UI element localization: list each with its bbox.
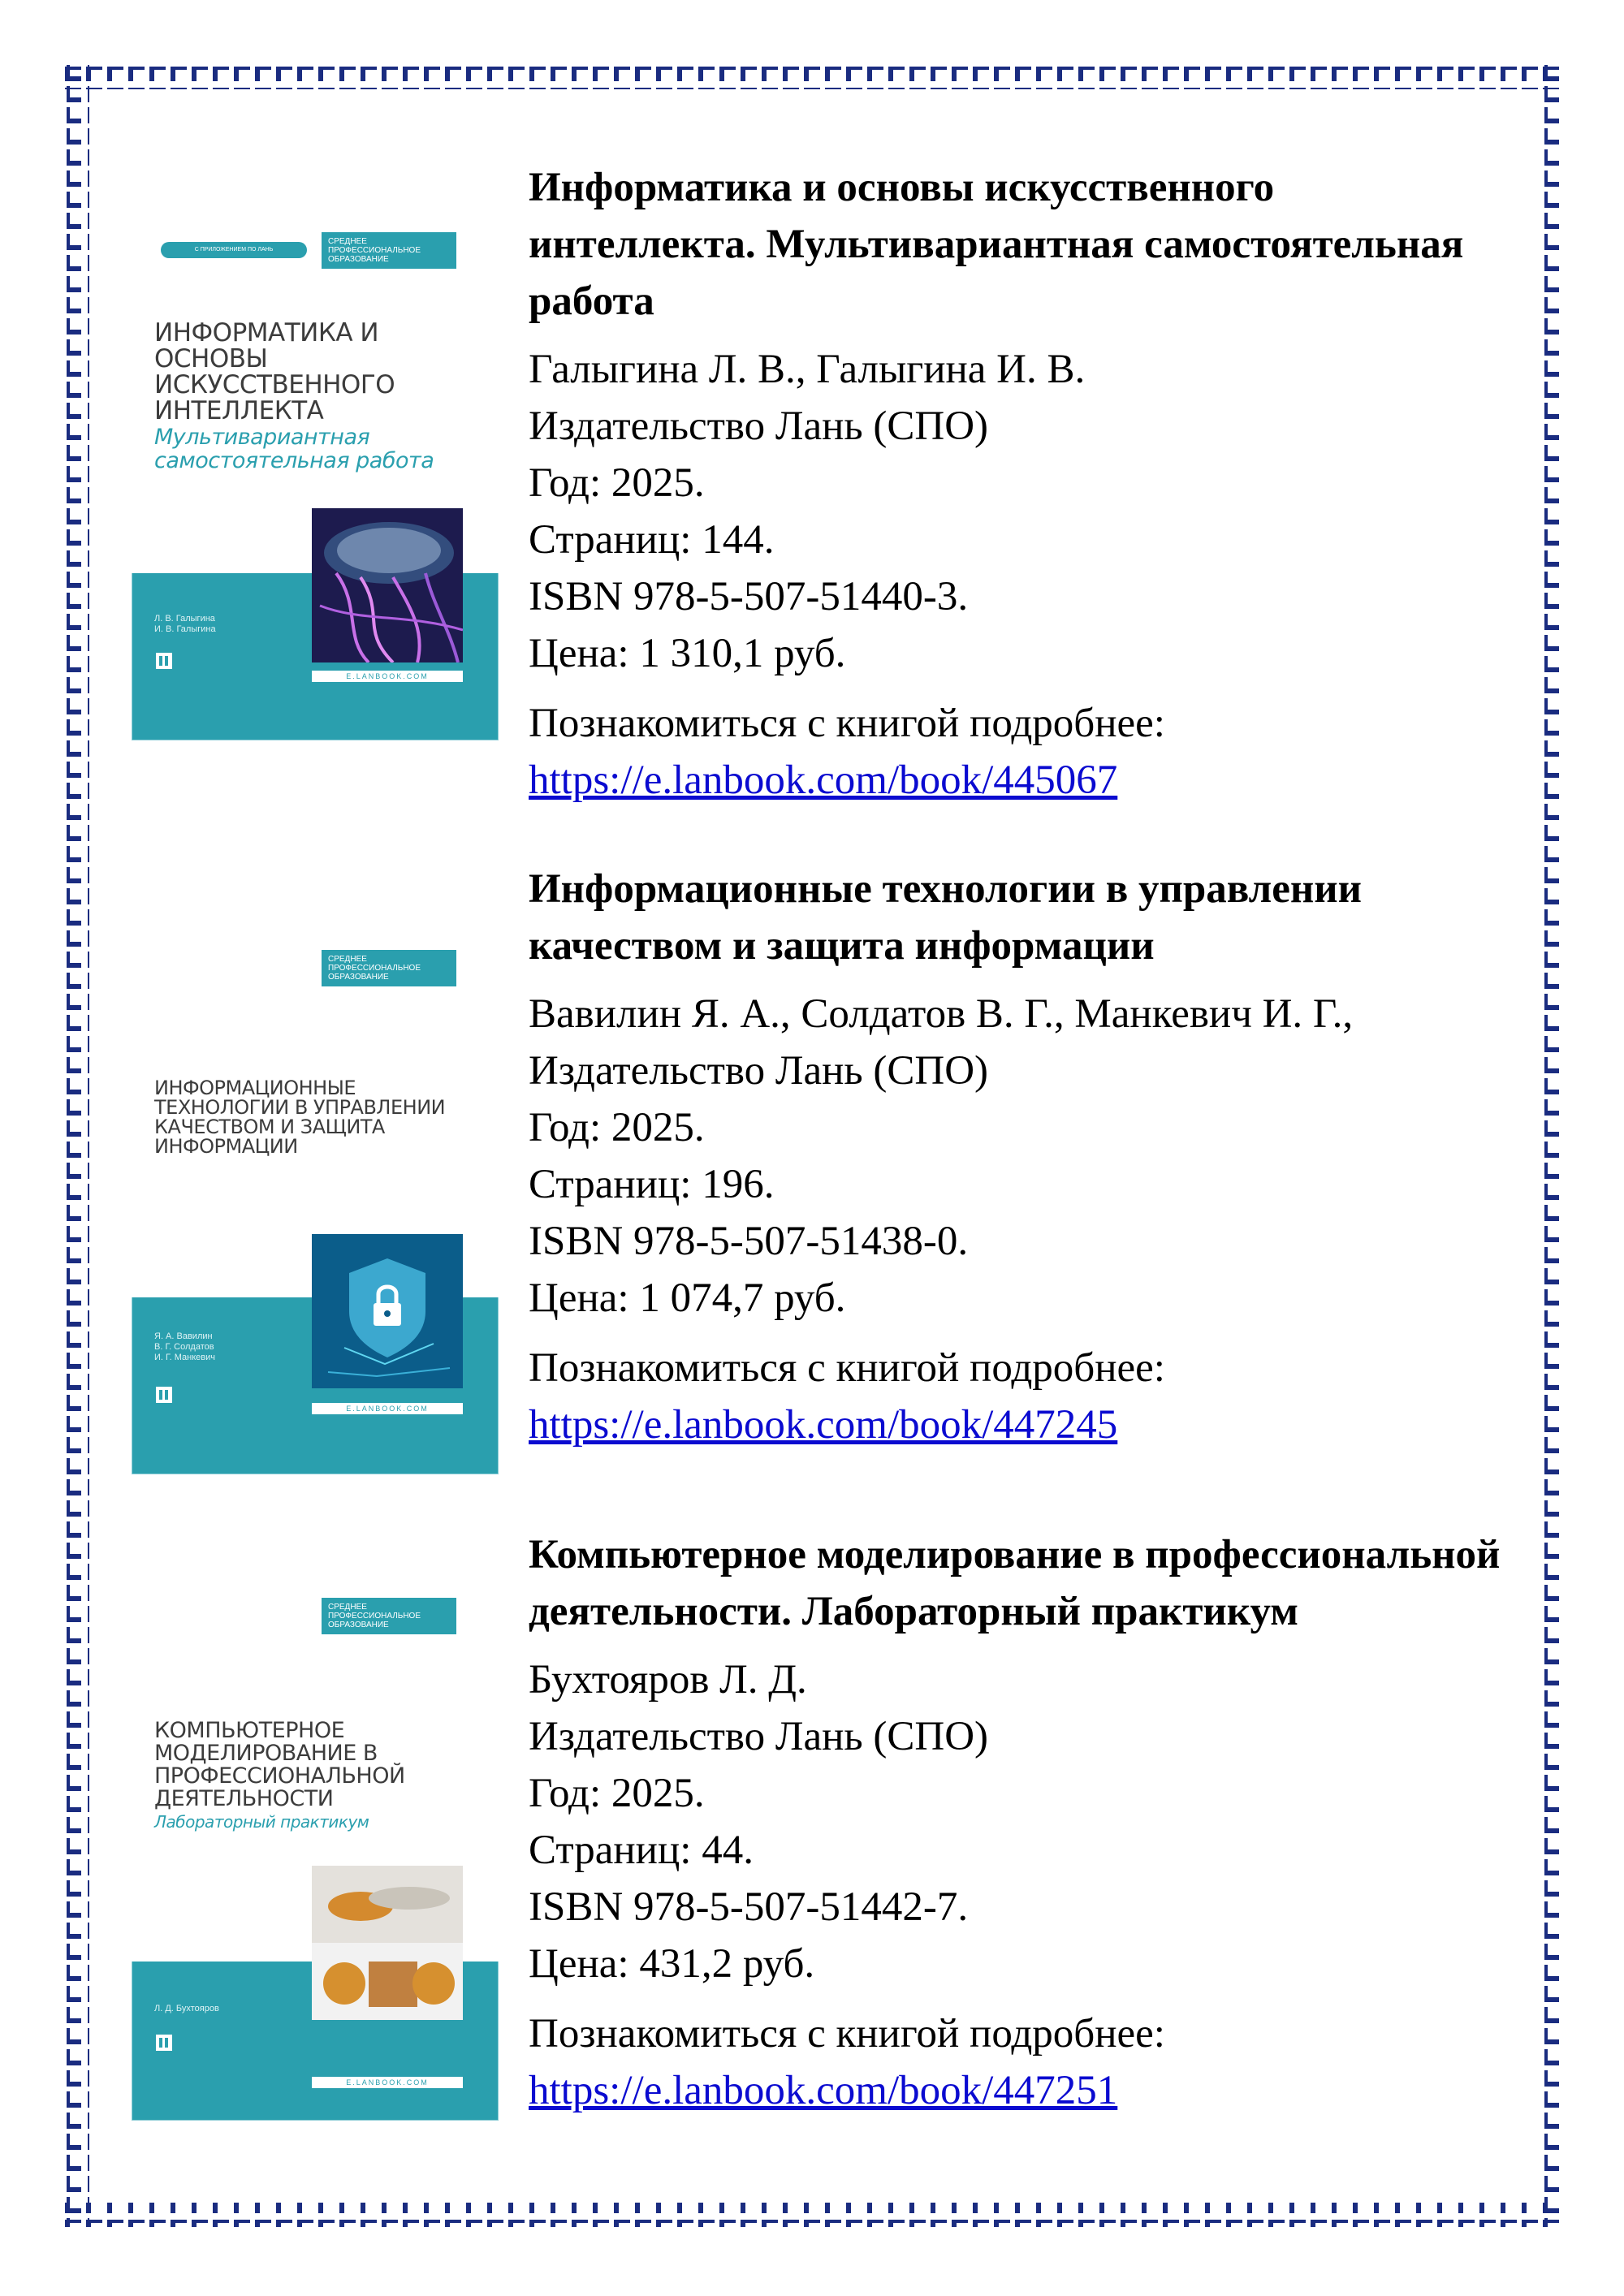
neural-network-image bbox=[312, 508, 463, 662]
book-price: Цена: 1 310,1 руб. bbox=[529, 631, 846, 676]
book-title: Информационные технологии в управлении качеством и защита информации bbox=[529, 866, 1363, 969]
book-title: Компьютерное моделирование в профессиональной деятельности. Лабораторный практикум bbox=[529, 1532, 1501, 1634]
cover-authors: Л. Д. Бухтояров bbox=[154, 2004, 219, 2013]
cover-badge: С ПРИЛОЖЕНИЕМ ПО ЛАНЬ bbox=[161, 242, 307, 258]
book-authors: Вавилин Я. А., Солдатов В. Г., Манкевич И. Г., bbox=[529, 991, 1354, 1037]
book-isbn: ISBN 978-5-507-51440-3. bbox=[529, 574, 969, 619]
book-title: Информатика и основы искусственного интеллекта. Мультивариантная самостоятельная работа bbox=[529, 165, 1464, 324]
book-cover-3[interactable] bbox=[132, 1573, 499, 2121]
book-authors: Галыгина Л. В., Галыгина И. В. bbox=[529, 347, 1086, 392]
cover-level-label: СРЕДНЕЕ ПРОФЕССИОНАЛЬНОЕ ОБРАЗОВАНИЕ bbox=[322, 950, 456, 986]
cover-title-text: ИНФОРМАЦИОННЫЕ ТЕХНОЛОГИИ В УПРАВЛЕНИИ КАЧЕСТВОМ И ЗАЩИТА ИНФОРМАЦИИ bbox=[154, 1077, 446, 1158]
cover-authors: Я. А. Вавилин В. Г. Солдатов И. Г. Манкевич bbox=[154, 1331, 215, 1362]
book-more-label: Познакомиться с книгой подробнее: bbox=[529, 701, 1165, 746]
cover-authors: Л. В. Галыгина И. В. Галыгина bbox=[154, 614, 216, 634]
book-cover-1[interactable] bbox=[132, 192, 499, 740]
cover-site: E.LANBOOK.COM bbox=[312, 671, 463, 682]
cover-title-text: КОМПЬЮТЕРНОЕ МОДЕЛИРОВАНИЕ В ПРОФЕССИОНАЛЬНОЙ ДЕЯТЕЛЬНОСТИ bbox=[154, 1718, 405, 1811]
book-publisher: Издательство Лань (СПО) bbox=[529, 404, 989, 449]
book-isbn: ISBN 978-5-507-51442-7. bbox=[529, 1884, 969, 1930]
book-pages: Страниц: 44. bbox=[529, 1828, 754, 1873]
book-year: Год: 2025. bbox=[529, 1105, 705, 1150]
book-info-3 bbox=[529, 1526, 1503, 2119]
book-pages: Страниц: 144. bbox=[529, 517, 775, 563]
3d-models-image bbox=[312, 1866, 463, 2020]
cover-subtitle: Лабораторный практикум bbox=[154, 1812, 369, 1832]
book-more bbox=[529, 695, 1503, 809]
book-cover-2[interactable] bbox=[132, 926, 499, 1474]
book-link[interactable]: https://e.lanbook.com/book/447251 bbox=[529, 2068, 1118, 2113]
book-info-2 bbox=[529, 861, 1503, 1453]
book-year: Год: 2025. bbox=[529, 1771, 705, 1816]
cover-title bbox=[154, 320, 482, 473]
book-price: Цена: 1 074,7 руб. bbox=[529, 1275, 846, 1321]
cover-title bbox=[154, 1078, 482, 1156]
shield-lock-image bbox=[312, 1234, 463, 1388]
book-year: Год: 2025. bbox=[529, 460, 705, 506]
book-publisher: Издательство Лань (СПО) bbox=[529, 1048, 989, 1094]
book-link[interactable]: https://e.lanbook.com/book/445067 bbox=[529, 757, 1118, 803]
book-more-label: Познакомиться с книгой подробнее: bbox=[529, 1345, 1165, 1391]
book-publisher: Издательство Лань (СПО) bbox=[529, 1714, 989, 1759]
book-more bbox=[529, 2005, 1503, 2119]
book-more bbox=[529, 1340, 1503, 1453]
book-pages: Страниц: 196. bbox=[529, 1162, 775, 1207]
book-price: Цена: 431,2 руб. bbox=[529, 1941, 815, 1987]
cover-level-label: СРЕДНЕЕ ПРОФЕССИОНАЛЬНОЕ ОБРАЗОВАНИЕ bbox=[322, 232, 456, 269]
cover-level-label: СРЕДНЕЕ ПРОФЕССИОНАЛЬНОЕ ОБРАЗОВАНИЕ bbox=[322, 1598, 456, 1634]
book-isbn: ISBN 978-5-507-51438-0. bbox=[529, 1219, 969, 1264]
cover-title-text: ИНФОРМАТИКА И ОСНОВЫ ИСКУССТВЕННОГО ИНТЕЛЛЕКТА bbox=[154, 318, 395, 425]
cover-title bbox=[154, 1720, 482, 1832]
book-authors: Бухтояров Л. Д. bbox=[529, 1657, 807, 1703]
publisher-logo-icon bbox=[154, 2033, 174, 2052]
book-info-1 bbox=[529, 159, 1503, 809]
publisher-logo-icon bbox=[154, 651, 174, 671]
publisher-logo-icon bbox=[154, 1385, 174, 1405]
cover-site: E.LANBOOK.COM bbox=[312, 2077, 463, 2088]
book-more-label: Познакомиться с книгой подробнее: bbox=[529, 2011, 1165, 2056]
cover-site: E.LANBOOK.COM bbox=[312, 1403, 463, 1414]
book-link[interactable]: https://e.lanbook.com/book/447245 bbox=[529, 1402, 1118, 1448]
cover-subtitle: Мультивариантная самостоятельная работа bbox=[154, 425, 434, 473]
